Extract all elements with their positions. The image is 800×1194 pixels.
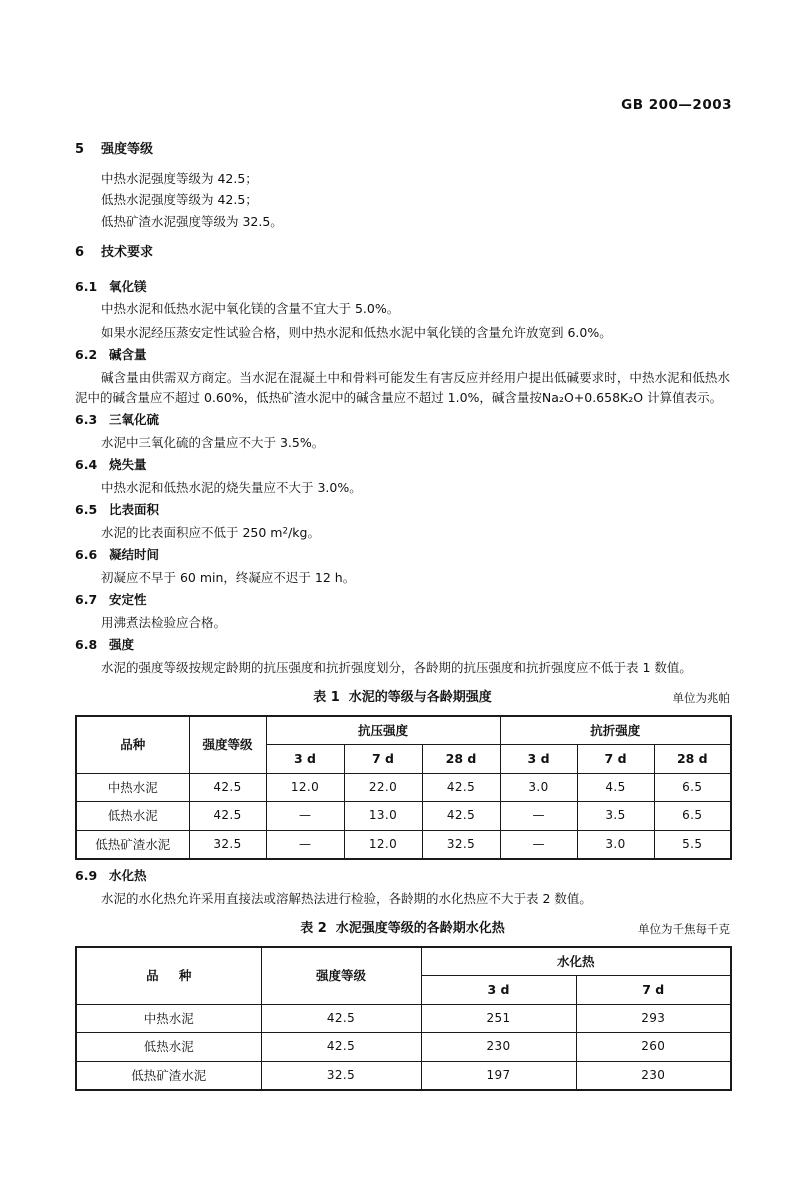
section-6-7-paragraph-1: 用沸煮法检验应合格。	[101, 614, 227, 630]
section-6-3-paragraph-1: 水泥中三氧化硫的含量应不大于 3.5%。	[101, 434, 325, 450]
table-1-row-0-grade: 42.5	[189, 773, 266, 802]
table-row	[76, 1061, 731, 1090]
table-2-row-2-kind: 低热矿渣水泥	[76, 1061, 261, 1090]
table-1-row-1-c7d: 13.0	[344, 802, 422, 831]
section-heading-6-8	[75, 636, 730, 655]
section-6-4-paragraph-1: 中热水泥和低热水泥的烧失量应不大于 3.0%。	[101, 479, 362, 495]
section-title-6-9: 水化热	[109, 868, 147, 883]
table-1-row-2-c3d: —	[266, 830, 344, 859]
section-title-6-4: 烧失量	[109, 457, 147, 472]
table-row	[76, 773, 731, 802]
table-2-header-age-7d: 7 d	[576, 976, 731, 1005]
section-number-6-7: 6.7	[75, 592, 98, 607]
section-title-6-8: 强度	[109, 637, 135, 652]
section-heading-6-5	[75, 501, 730, 520]
table-2-header-age-3d: 3 d	[421, 976, 576, 1005]
table-2-number: 表 2	[300, 921, 327, 936]
table-2-row-0-kind: 中热水泥	[76, 1004, 261, 1033]
section-number-5: 5	[75, 142, 85, 157]
table-2-header-kind: 品 种	[76, 947, 261, 1005]
table-1-header-row-1	[76, 716, 731, 745]
table-1-row-1-f7d: 3.5	[577, 802, 654, 831]
section-heading-6-9	[75, 867, 730, 886]
section-number-6-2: 6.2	[75, 346, 98, 362]
section-6-2-paragraph-1	[75, 368, 730, 409]
section-heading-6-1	[75, 278, 730, 297]
section-title-5: 强度等级	[101, 142, 154, 157]
table-row	[76, 830, 731, 859]
alkali-formula: Na₂O+0.658K₂O	[541, 389, 644, 405]
table-2-header-row-1	[76, 947, 731, 976]
table-2-row-0-grade: 42.5	[261, 1004, 421, 1033]
spacer	[75, 232, 730, 243]
table-1-row-0-kind: 中热水泥	[76, 773, 189, 802]
table-1-title: 水泥的等级与各龄期强度	[348, 690, 492, 705]
section-6-1-paragraph-2: 如果水泥经压蒸安定性试验合格，则中热水泥和低热水泥中氧化镁的含量允许放宽到 6.0%。	[101, 324, 612, 340]
specific-surface-text-post: /kg。	[288, 524, 320, 540]
table-1-row-1-kind: 低热水泥	[76, 802, 189, 831]
table-1-row-0-f3d: 3.0	[500, 773, 577, 802]
section-6-8-paragraph-1: 水泥的强度等级按规定龄期的抗压强度和抗折强度划分，各龄期的抗压强度和抗折强度应不低于表 1 数值。	[101, 659, 692, 675]
table-row	[76, 1004, 731, 1033]
table-2-row-0-7d: 293	[576, 1004, 731, 1033]
table-1-header-age-c3d: 3 d	[266, 745, 344, 774]
table-2-title: 水泥强度等级的各龄期水化热	[335, 921, 505, 936]
table-2-row-1-grade: 42.5	[261, 1033, 421, 1062]
page-header-standard-number: GB 200—2003	[621, 97, 732, 113]
section-heading-5	[75, 140, 730, 160]
table-1-row-2-f3d: —	[500, 830, 577, 859]
section-title-6-7: 安定性	[109, 592, 147, 607]
table-1-row-2-c28d: 32.5	[422, 830, 500, 859]
table-1-row-2-c7d: 12.0	[344, 830, 422, 859]
table-1-caption	[75, 688, 730, 708]
table-2-row-0-3d: 251	[421, 1004, 576, 1033]
table-2-unit-note: 单位为千焦每千克	[638, 922, 730, 936]
table-2-row-2-3d: 197	[421, 1061, 576, 1090]
table-1-header-age-c28d: 28 d	[422, 745, 500, 774]
section-6-2-text-part-1: 碱含量由供需双方商定。当水泥在混凝土中和骨料可能发生有害反应并经用户提出低碱要求时，中热水泥和低热水泥中的碱含量应不超过 0.60%，低热矿渣水泥中的碱含量应不超过 1.0%，碱含量按	[75, 369, 730, 405]
spacer	[75, 860, 730, 867]
section-heading-6-2	[75, 346, 730, 365]
section-number-6-9: 6.9	[75, 868, 98, 883]
table-2-row-1-3d: 230	[421, 1033, 576, 1062]
table-1-row-0-c28d: 42.5	[422, 773, 500, 802]
table-1-header-age-f28d: 28 d	[654, 745, 731, 774]
section-number-6: 6	[75, 245, 85, 260]
section-number-6-6: 6.6	[75, 547, 98, 562]
section-6-9-paragraph-1: 水泥的水化热允许采用直接法或溶解热法进行检验，各龄期的水化热应不大于表 2 数值。	[101, 890, 592, 906]
section-heading-6	[75, 243, 730, 263]
table-1-row-1-f3d: —	[500, 802, 577, 831]
table-1-header-age-f7d: 7 d	[577, 745, 654, 774]
section-heading-6-4	[75, 456, 730, 475]
specific-surface-text-pre: 水泥的比表面积应不低于 250 m	[101, 524, 283, 540]
table-1-header-age-f3d: 3 d	[500, 745, 577, 774]
table-1-row-0-c7d: 22.0	[344, 773, 422, 802]
section-number-6-3: 6.3	[75, 412, 98, 427]
table-1-row-1-c28d: 42.5	[422, 802, 500, 831]
table-2-row-1-kind: 低热水泥	[76, 1033, 261, 1062]
section-6-5-paragraph-1	[75, 523, 730, 543]
table-row	[76, 802, 731, 831]
section-number-6-1: 6.1	[75, 278, 98, 294]
table-1-unit-note: 单位为兆帕	[672, 691, 730, 705]
spacer	[75, 271, 730, 278]
table-1-row-2-f7d: 3.0	[577, 830, 654, 859]
square-exponent: 2	[282, 526, 289, 537]
table-1-number: 表 1	[313, 690, 340, 705]
section-number-6-4: 6.4	[75, 457, 98, 472]
table-1-row-0-f7d: 4.5	[577, 773, 654, 802]
table-1-header-compressive: 抗压强度	[266, 716, 500, 745]
section-title-6-5: 比表面积	[109, 502, 160, 517]
table-1-row-2-grade: 32.5	[189, 830, 266, 859]
table-1-row-0-f28d: 6.5	[654, 773, 731, 802]
table-1-row-1-f28d: 6.5	[654, 802, 731, 831]
table-hydration-heat	[75, 946, 732, 1092]
table-1-header-age-c7d: 7 d	[344, 745, 422, 774]
section-6-1-paragraph-1: 中热水泥和低热水泥中氧化镁的含量不宜大于 5.0%。	[101, 301, 400, 317]
section-number-6-8: 6.8	[75, 637, 98, 652]
section-6-6-paragraph-1: 初凝应不早于 60 min，终凝应不迟于 12 h。	[101, 569, 356, 585]
section-5-line-2: 低热水泥强度等级为 42.5；	[101, 192, 258, 207]
table-2-caption	[75, 919, 730, 939]
table-1-row-2-kind: 低热矿渣水泥	[76, 830, 189, 859]
table-1-row-1-grade: 42.5	[189, 802, 266, 831]
section-heading-6-3	[75, 411, 730, 430]
table-1-header-kind: 品种	[76, 716, 189, 774]
section-title-6-1: 氧化镁	[109, 278, 147, 294]
table-2-header-heat: 水化热	[421, 947, 731, 976]
table-strength-grades	[75, 715, 732, 861]
table-2-row-1-7d: 260	[576, 1033, 731, 1062]
document-body	[75, 140, 730, 1091]
table-2-header-grade: 强度等级	[261, 947, 421, 1005]
section-heading-6-7	[75, 591, 730, 610]
table-1-row-2-f28d: 5.5	[654, 830, 731, 859]
section-number-6-5: 6.5	[75, 502, 98, 517]
section-title-6-3: 三氧化硫	[109, 412, 160, 427]
table-1-header-grade: 强度等级	[189, 716, 266, 774]
table-1-row-1-c3d: —	[266, 802, 344, 831]
section-title-6-6: 凝结时间	[109, 547, 160, 562]
table-1-row-0-c3d: 12.0	[266, 773, 344, 802]
table-row	[76, 1033, 731, 1062]
section-5-line-3: 低热矿渣水泥强度等级为 32.5。	[101, 213, 283, 229]
table-2-row-2-7d: 230	[576, 1061, 731, 1090]
table-2-row-2-grade: 32.5	[261, 1061, 421, 1090]
section-heading-6-6	[75, 546, 730, 565]
section-title-6: 技术要求	[101, 245, 154, 260]
table-1-header-flexural: 抗折强度	[500, 716, 731, 745]
section-title-6-2: 碱含量	[109, 346, 147, 362]
section-5-line-1: 中热水泥强度等级为 42.5；	[101, 170, 258, 186]
section-6-2-text-part-2: 计算值表示。	[643, 389, 723, 405]
